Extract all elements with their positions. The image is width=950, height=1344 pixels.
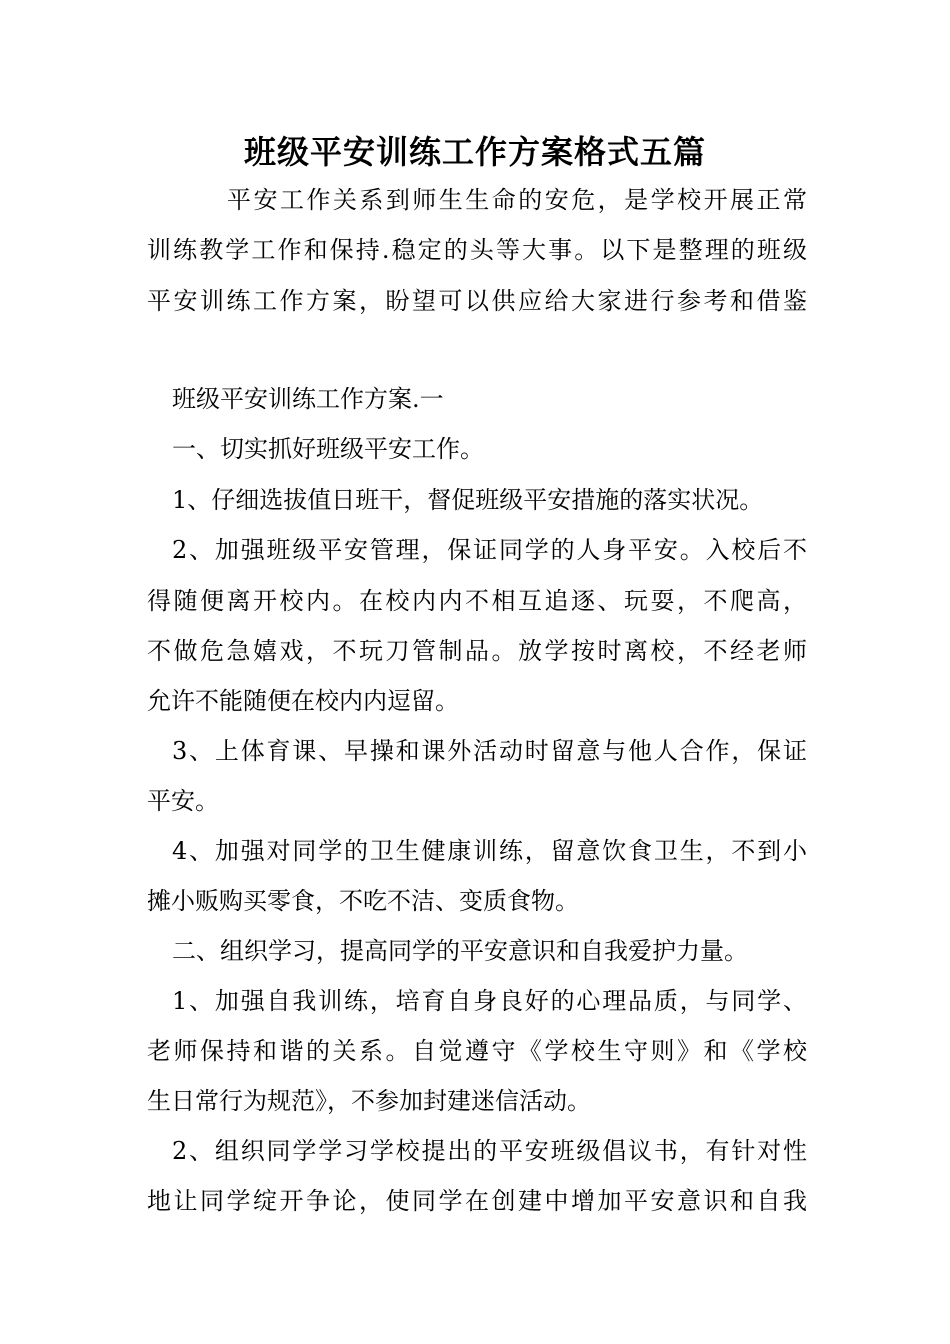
paragraph-line: 二、组织学习，提高同学的平安意识和自我爱护力量。: [172, 937, 748, 965]
paragraph-line: 地让同学绽开争论，使同学在创建中增加平安意识和自我: [147, 1187, 807, 1215]
paragraph-line: 生日常行为规范》，不参加封建迷信活动。: [147, 1087, 591, 1115]
document-title: 班级平安训练工作方案格式五篇: [243, 133, 706, 171]
paragraph-line: 平安训练工作方案，盼望可以供应给大家进行参考和借鉴: [147, 287, 807, 315]
paragraph-line: 2、加强班级平安管理，保证同学的人身平安。入校后不: [172, 536, 807, 564]
paragraph-line: 允许不能随便在校内内逗留。: [147, 687, 459, 715]
paragraph-line: 1、加强自我训练，培育自身良好的心理品质，与同学、: [172, 987, 807, 1015]
paragraph-line: 摊小贩购买零食，不吃不洁、变质食物。: [147, 887, 579, 915]
paragraph-line: 得随便离开校内。在校内内不相互追逐、玩耍，不爬高，: [147, 587, 807, 615]
paragraph-line: 4、加强对同学的卫生健康训练，留意饮食卫生，不到小: [172, 837, 807, 865]
paragraph-line: 2、组织同学学习学校提出的平安班级倡议书，有针对性: [172, 1137, 807, 1165]
paragraph-line: 平安。: [147, 787, 219, 815]
section-heading: 班级平安训练工作方案.一: [172, 385, 444, 413]
paragraph-line: 1、仔细选拔值日班干，督促班级平安措施的落实状况。: [172, 486, 764, 514]
paragraph-line: 3、上体育课、早操和课外活动时留意与他人合作，保证: [172, 737, 807, 765]
paragraph-line: 训练教学工作和保持.稳定的头等大事。以下是整理的班级: [147, 236, 807, 264]
paragraph-line: 一、切实抓好班级平安工作。: [172, 435, 484, 463]
paragraph-line: 平安工作关系到师生生命的安危，是学校开展正常: [227, 186, 807, 214]
paragraph-line: 不做危急嬉戏，不玩刀管制品。放学按时离校，不经老师: [147, 637, 807, 665]
paragraph-line: 老师保持和谐的关系。自觉遵守《学校生守则》和《学校: [147, 1037, 807, 1065]
